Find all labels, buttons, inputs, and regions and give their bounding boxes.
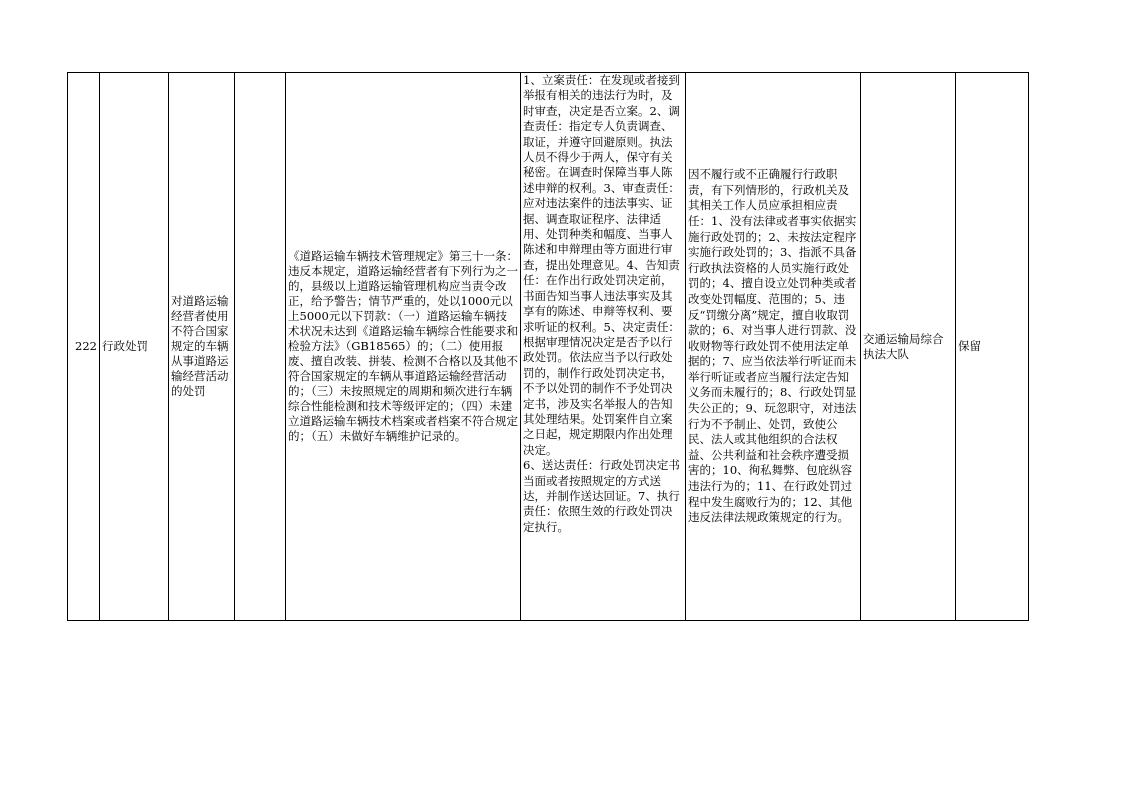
department-cell: [861, 73, 956, 621]
status-cell: 保留: [956, 73, 1029, 621]
department-text: 交通运输局综合执法大队: [863, 331, 944, 361]
power-list-table: [67, 72, 1029, 621]
row-number: 222: [68, 73, 100, 621]
empty-cell: [235, 73, 286, 621]
liability-text: 因不履行或不正确履行行政职责，有下列情形的，行政机关及其相关工作人员应承担相应责任：1、没有法律或者事实依据实施行政处罚的；2、未按法定程序实施行政处罚的；3、指派不具备行政执法资格的人员实施行政处罚的；4、擅自设立处罚种类或者改变处罚幅度、范围的；5、违反“罚缴分离”规定，擅自收取罚款的；6、对当事人进行罚款、没收财物等行政处罚不使用法定单据的；7、应当依法举行听证而未举行听证或者应当履行法定告知义务而未履行的；8、行政处罚显失公正的；9、玩忽职守，对违法行为不予制止、处罚，致使公民、法人或其他组织的合法权益、公共利益和社会秩序遭受损害的；10、徇私舞弊、包庇纵容违法行为的；11、在行政处罚过程中发生腐败行为的；12、其他违反法律法规政策规定的行为。: [688, 167, 857, 525]
duty-text: 1、立案责任：在发现或者接到举报有相关的违法行为时，及时审查，决定是否立案。2、调查责任：指定专人负责调查、取证，并遵守回避原则。执法人员不得少于两人，保守有关秘密。在调查时保障当事人陈述申辩的权利。3、审查责任：应对违法案件的违法事实、证据、调查取证程序、法律适用、处罚种类和幅度、当事人陈述和申辩理由等方面进行审查，提出处理意见。4、告知责任：在作出行政处罚决定前，书面告知当事人违法事实及其享有的陈述、申辩等权利、要求听证的权利。5、决定责任：根据审理情况决定是否予以行政处罚。依法应当予以行政处罚的，制作行政处罚决定书，不予以处罚的制作不予处罚决定书，涉及实名举报人的告知其处理结果。处罚案件自立案之日起，规定期限内作出处理决定。 6、送达责任：行政处罚决定书当面或者按照规定的方式送达，并制作送达回证。7、执行责任：依照生效的行政处罚决定执行。: [523, 73, 680, 534]
item-name-text: 对道路运输经营者使用不符合国家规定的车辆从事道路运输经营活动的处罚: [171, 294, 229, 398]
duty-cell: [521, 73, 686, 621]
power-type: 行政处罚: [100, 73, 169, 621]
item-name: [169, 73, 235, 621]
liability-cell: [686, 73, 861, 621]
table-row: [68, 73, 1029, 621]
legal-basis: [286, 73, 521, 621]
legal-basis-text: 《道路运输车辆技术管理规定》第三十一条：违反本规定，道路运输经营者有下列行为之一的，县级以上道路运输管理机构应当责令改正，给予警告；情节严重的，处以1000元以上5000元以下罚款：（一）道路运输车辆技术状况未达到《道路运输车辆综合性能要求和检验方法》（GB18565）的；（二）使用报废、擅自改装、拼装、检测不合格以及其他不符合国家规定的车辆从事道路运输经营活动的；（三）未按照规定的周期和频次进行车辆综合性能检测和技术等级评定的；（四）未建立道路运输车辆技术档案或者档案不符合规定的；（五）未做好车辆维护记录的。: [288, 249, 518, 443]
